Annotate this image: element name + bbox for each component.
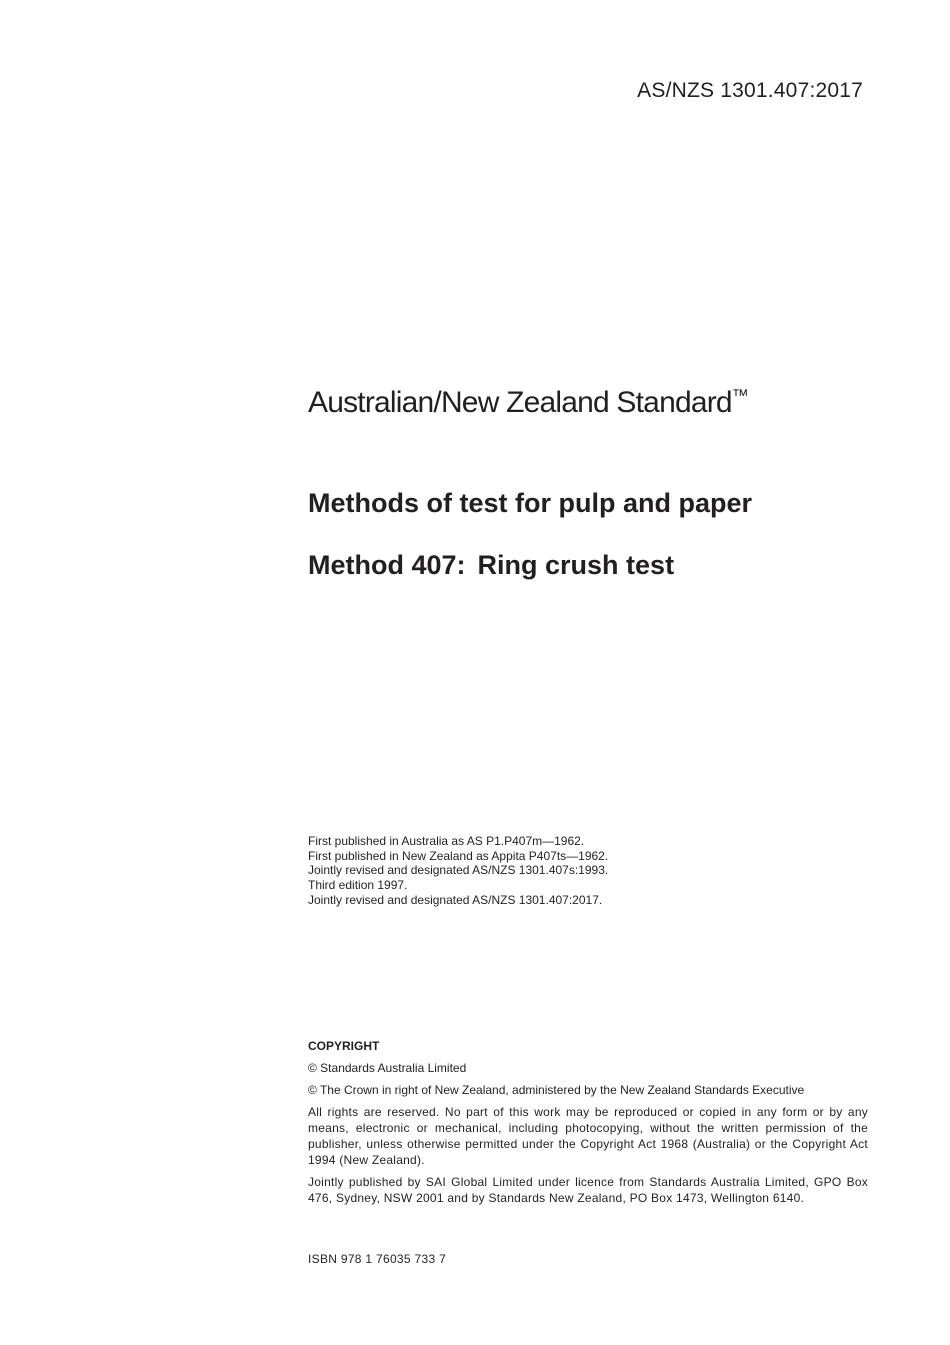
rights-statement: All rights are reserved. No part of this work may be reproduced or copied in any form or by any means, electronic or mechanical, including photocopying, without the written permission of the publisher, unless otherwise permitted under the Copyright Act 1968 (Australia) or the Copyright Act 1994 (New Zealand). bbox=[308, 1105, 868, 1167]
standard-type-text: Australian/New Zealand Standard bbox=[308, 386, 732, 419]
standard-number: AS/NZS 1301.407:2017 bbox=[637, 79, 863, 102]
publication-history bbox=[308, 834, 608, 908]
copyright-section bbox=[308, 1038, 868, 1212]
history-line: Jointly revised and designated AS/NZS 1301.407:2017. bbox=[308, 892, 603, 907]
history-line: First published in Australia as AS P1.P407m—1962. bbox=[308, 834, 585, 848]
document-title: Methods of test for pulp and paper bbox=[308, 488, 752, 518]
isbn: ISBN 978 1 76035 733 7 bbox=[308, 1252, 447, 1266]
history-line: Jointly revised and designated AS/NZS 1301.407s:1993. bbox=[308, 863, 609, 878]
method-title bbox=[308, 550, 674, 581]
history-line: Third edition 1997. bbox=[308, 878, 408, 893]
standard-type-heading bbox=[308, 386, 749, 420]
history-line: First published in New Zealand as Appita P407ts—1962. bbox=[308, 848, 609, 863]
copyright-line-new-zealand: © The Crown in right of New Zealand, administered by the New Zealand Standards Executive bbox=[308, 1083, 805, 1097]
publisher-statement: Jointly published by SAI Global Limited under licence from Standards Australia Limited, GPO Box 476, Sydney, NSW 2001 and by Standards New Zealand, PO Box 1473, Wellington 6140. bbox=[308, 1175, 868, 1205]
method-label: Method 407: bbox=[308, 550, 466, 580]
copyright-heading: COPYRIGHT bbox=[308, 1039, 380, 1053]
copyright-line-australia: © Standards Australia Limited bbox=[308, 1061, 467, 1075]
trademark-symbol: ™ bbox=[731, 386, 749, 405]
method-name: Ring crush test bbox=[477, 550, 675, 580]
